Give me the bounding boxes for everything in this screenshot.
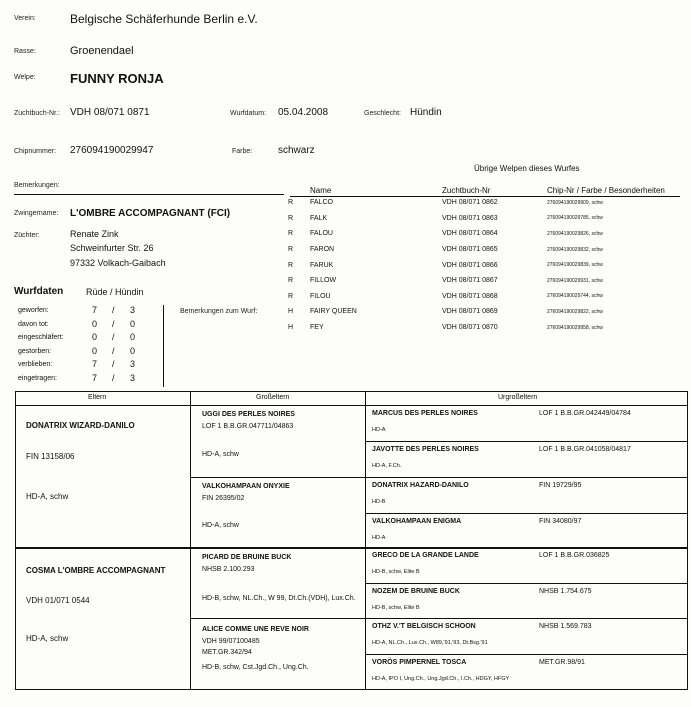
litter-row — [288, 273, 677, 289]
grosseltern-header: Großeltern — [256, 394, 290, 401]
ggp-reg: FIN 19729/95 — [539, 482, 582, 489]
wurf-row-label: gestorben: — [18, 347, 52, 355]
pup-chip: 276094190029826, schw — [547, 230, 603, 237]
pup-name: FALCO — [310, 199, 333, 207]
pup-name: FARON — [310, 246, 335, 254]
ggp-health: HD-A, F.Ch. — [372, 463, 402, 469]
pup-zb: VDH 08/071 0862 — [442, 199, 498, 207]
pup-zb: VDH 08/071 0863 — [442, 214, 498, 222]
ggp-reg: NHSB 1.569.783 — [539, 623, 592, 630]
farbe-value: schwarz — [278, 145, 315, 156]
wurf-row-label: verblieben: — [18, 361, 53, 368]
pup-zb: VDH 08/071 0869 — [442, 308, 498, 316]
ggp-health: HD-B, schw, Elite B — [372, 605, 420, 611]
pup-name: FALK — [310, 214, 328, 222]
gp2-reg: FIN 26395/02 — [202, 495, 245, 502]
pup-zb: VDH 08/071 0865 — [442, 246, 498, 254]
wurf-row-m: 0 — [92, 345, 98, 356]
farbe-label: Farbe: — [232, 148, 253, 155]
litter-col-name: Name — [310, 186, 332, 195]
pup-chip: 276094190029909, schw — [547, 199, 603, 206]
dam-health: HD-A, schw — [26, 634, 69, 643]
ggp-health: HD-B, schw, Elite B — [372, 569, 420, 575]
eltern-header: Eltern — [88, 394, 107, 401]
chipnummer-label: Chipnummer: — [14, 148, 57, 155]
gp1-name: UGGI DES PERLES NOIRES — [202, 411, 295, 418]
wurf-row-m: 7 — [92, 305, 98, 315]
wurf-row-sep: / — [112, 332, 115, 342]
gp3-name: PICARD DE BRUINE BUCK — [202, 554, 292, 561]
ggp-name: VALKOHAMPAAN ENIGMA — [372, 518, 462, 525]
pup-name: FAIRY QUEEN — [310, 308, 357, 316]
gp1-health: HD-A, schw — [202, 451, 239, 458]
litter-col-zb: Zuchtbuch-Nr — [442, 186, 491, 195]
welpe-value: FUNNY RONJA — [70, 71, 164, 86]
ggp-reg: LOF 1 B.B.GR.041058/04817 — [539, 446, 631, 453]
ggp-health: HD-B — [372, 499, 386, 505]
zuechter-city: 97332 Volkach-Gaibach — [70, 258, 166, 268]
ggp-name: GRECO DE LA GRANDE LANDE — [372, 552, 479, 559]
wurf-row-m: 0 — [92, 318, 98, 329]
ggp-health: HD-A — [372, 427, 386, 433]
chipnummer-value: 276094190029947 — [70, 145, 154, 156]
sire-health: HD-A, schw — [26, 492, 69, 501]
wurf-row-label: eingeschläfert: — [18, 334, 64, 341]
pup-name: FARUK — [310, 261, 334, 269]
gp3-reg: NHSB 2.100.293 — [202, 566, 255, 573]
rasse-label: Rasse: — [14, 48, 36, 55]
wurf-row-m: 7 — [92, 359, 98, 369]
rasse-value: Groenendael — [70, 45, 134, 57]
pup-sex: R — [288, 230, 294, 238]
gp4-name: ALICE COMME UNE REVE NOIR — [202, 626, 309, 633]
wurf-row-f: 3 — [130, 305, 136, 315]
dam-name: COSMA L'OMBRE ACCOMPAGNANT — [26, 566, 166, 575]
gp4-health: HD-B, schw, Cst.Jgd.Ch., Ung.Ch. — [202, 664, 309, 671]
verein-label: Verein: — [14, 15, 36, 22]
wurf-row-f: 0 — [130, 345, 136, 356]
ggp-name: JAVOTTE DES PERLES NOIRES — [372, 446, 479, 453]
dam-reg: VDH 01/071 0544 — [26, 596, 90, 605]
pup-sex: R — [288, 292, 294, 300]
pup-chip: 276094190029744, schw — [547, 293, 603, 300]
pup-chip: 276094190029958, schw — [547, 324, 603, 331]
gp4-reg: VDH 99/07100485 — [202, 638, 260, 645]
wurf-row-sep: / — [112, 305, 115, 315]
pup-name: FILLOW — [310, 277, 337, 285]
pup-sex: R — [288, 214, 294, 222]
ggp-reg: NHSB 1.754.675 — [539, 588, 592, 595]
litter-row — [288, 242, 677, 258]
litter-row — [288, 289, 677, 305]
litter-row — [288, 257, 677, 273]
wurf-row-sep: / — [112, 318, 115, 329]
ggp-health: HD-A, NL.Ch., Lux.Ch., W89,'91,'93, Dt.Bsg.'91 — [372, 640, 488, 646]
pup-chip: 276094190029822, schw — [547, 308, 603, 315]
pup-zb: VDH 08/071 0867 — [442, 277, 498, 285]
gp4-reg2: MET.GR.342/94 — [202, 649, 252, 656]
zuechter-label: Züchter: — [14, 232, 40, 239]
pup-zb: VDH 08/071 0864 — [442, 230, 498, 238]
welpe-label: Welpe: — [14, 74, 36, 81]
litter-row — [288, 226, 677, 242]
litter-title: Übrige Welpen dieses Wurfes — [474, 164, 580, 173]
zuchtbuch-value: VDH 08/071 0871 — [70, 107, 150, 118]
wurf-row-label: geworfen: — [18, 307, 49, 314]
litter-table — [288, 195, 677, 335]
pup-sex: H — [288, 308, 294, 316]
pup-sex: R — [288, 246, 294, 254]
gp1-reg: LOF 1 B.B.GR.047711/04863 — [202, 423, 294, 430]
pup-name: FALOU — [310, 230, 333, 238]
wurfdatum-label: Wurfdatum: — [230, 110, 267, 117]
wurfdaten-divider — [163, 305, 164, 387]
wurfdatum-value: 05.04.2008 — [278, 107, 329, 118]
ggp-name: OTHZ V.'T BELGISCH SCHOON — [372, 623, 476, 630]
wurf-row-m: 7 — [92, 372, 98, 383]
gp2-health: HD-A, schw — [202, 522, 239, 529]
zwingername-value: L'OMBRE ACCOMPAGNANT (FCI) — [70, 208, 231, 219]
pup-chip: 276094190029832, schw — [547, 246, 603, 253]
pup-chip: 276094190029785, schw — [547, 215, 603, 222]
wurf-row-sep: / — [112, 372, 115, 383]
litter-row — [288, 320, 677, 336]
bemerkungen-rule — [14, 194, 284, 195]
sire-reg: FIN 13158/06 — [26, 452, 75, 461]
pedigree-table — [15, 391, 688, 690]
ggp-health: HD-A — [372, 535, 386, 541]
bemerkungen-label: Bemerkungen: — [14, 182, 60, 189]
wurf-row-f: 3 — [130, 372, 136, 383]
ggp-reg: LOF 1 B.B.GR.036825 — [539, 552, 610, 559]
pup-name: FEY — [310, 324, 324, 332]
pup-sex: R — [288, 277, 294, 285]
wurfdaten-col-header: Rüde / Hündin — [86, 287, 144, 297]
litter-col-chip: Chip-Nr / Farbe / Besonderheiten — [547, 186, 665, 195]
ggp-reg: FIN 34080/97 — [539, 518, 582, 525]
gp2-name: VALKOHAMPAAN ONYXIE — [202, 483, 290, 490]
wurf-row-label: davon tot: — [18, 320, 49, 328]
zuechter-name: Renate Zink — [70, 229, 119, 239]
geschlecht-value: Hündin — [410, 107, 442, 118]
verein-value: Belgische Schäferhunde Berlin e.V. — [70, 12, 258, 26]
pup-zb: VDH 08/071 0866 — [442, 261, 498, 269]
zuechter-street: Schweinfurter Str. 26 — [70, 243, 154, 253]
wurfdaten-title: Wurfdaten — [14, 286, 64, 297]
ggp-reg: LOF 1 B.B.GR.042449/04784 — [539, 410, 631, 417]
ggp-name: NOZEM DE BRUINE BUCK — [372, 588, 460, 595]
sire-name: DONATRIX WIZARD-DANILO — [26, 421, 135, 430]
ggp-reg: MET.GR.98/91 — [539, 659, 585, 666]
pup-sex: R — [288, 199, 294, 207]
wurf-row-sep: / — [112, 345, 115, 356]
zuchtbuch-label: Zuchtbuch-Nr.: — [14, 110, 60, 117]
wurf-row-f: 0 — [130, 318, 136, 329]
wurf-row-sep: / — [112, 359, 115, 369]
wurf-row-f: 3 — [130, 359, 136, 369]
litter-row — [288, 304, 677, 320]
ggp-name: MARCUS DES PERLES NOIRES — [372, 410, 478, 417]
litter-row — [288, 195, 677, 211]
gp3-health: HD-B, schw, NL.Ch., W 99, Dt.Ch.(VDH), Lux.Ch. — [202, 595, 356, 602]
ggp-name: VORÖS PIMPERNEL TOSCA — [372, 659, 467, 666]
litter-row — [288, 211, 677, 227]
ggp-name: DONATRIX HAZARD-DANILO — [372, 482, 469, 489]
pup-zb: VDH 08/071 0870 — [442, 324, 498, 332]
wurf-row-m: 0 — [92, 332, 98, 342]
pup-sex: R — [288, 261, 294, 269]
pup-sex: H — [288, 324, 294, 332]
zwingername-label: Zwingername: — [14, 210, 59, 217]
wurf-row-label: eingetragen: — [18, 374, 57, 382]
pup-chip: 276094190029931, schw — [547, 277, 603, 284]
pup-chip: 276094190029839, schw — [547, 262, 603, 269]
geschlecht-label: Geschlecht: — [364, 110, 401, 117]
pup-name: FILOU — [310, 292, 331, 300]
wurf-bemerkungen-label: Bemerkungen zum Wurf: — [180, 308, 258, 315]
ggp-health: HD-A, IPO I, Ung.Ch., Ung.Jgd.Ch., I.Ch., HDGY, HFGY — [372, 676, 510, 682]
urgrosseltern-header: Urgroßeltern — [498, 394, 538, 401]
wurf-row-f: 0 — [130, 332, 136, 342]
pup-zb: VDH 08/071 0868 — [442, 292, 498, 300]
